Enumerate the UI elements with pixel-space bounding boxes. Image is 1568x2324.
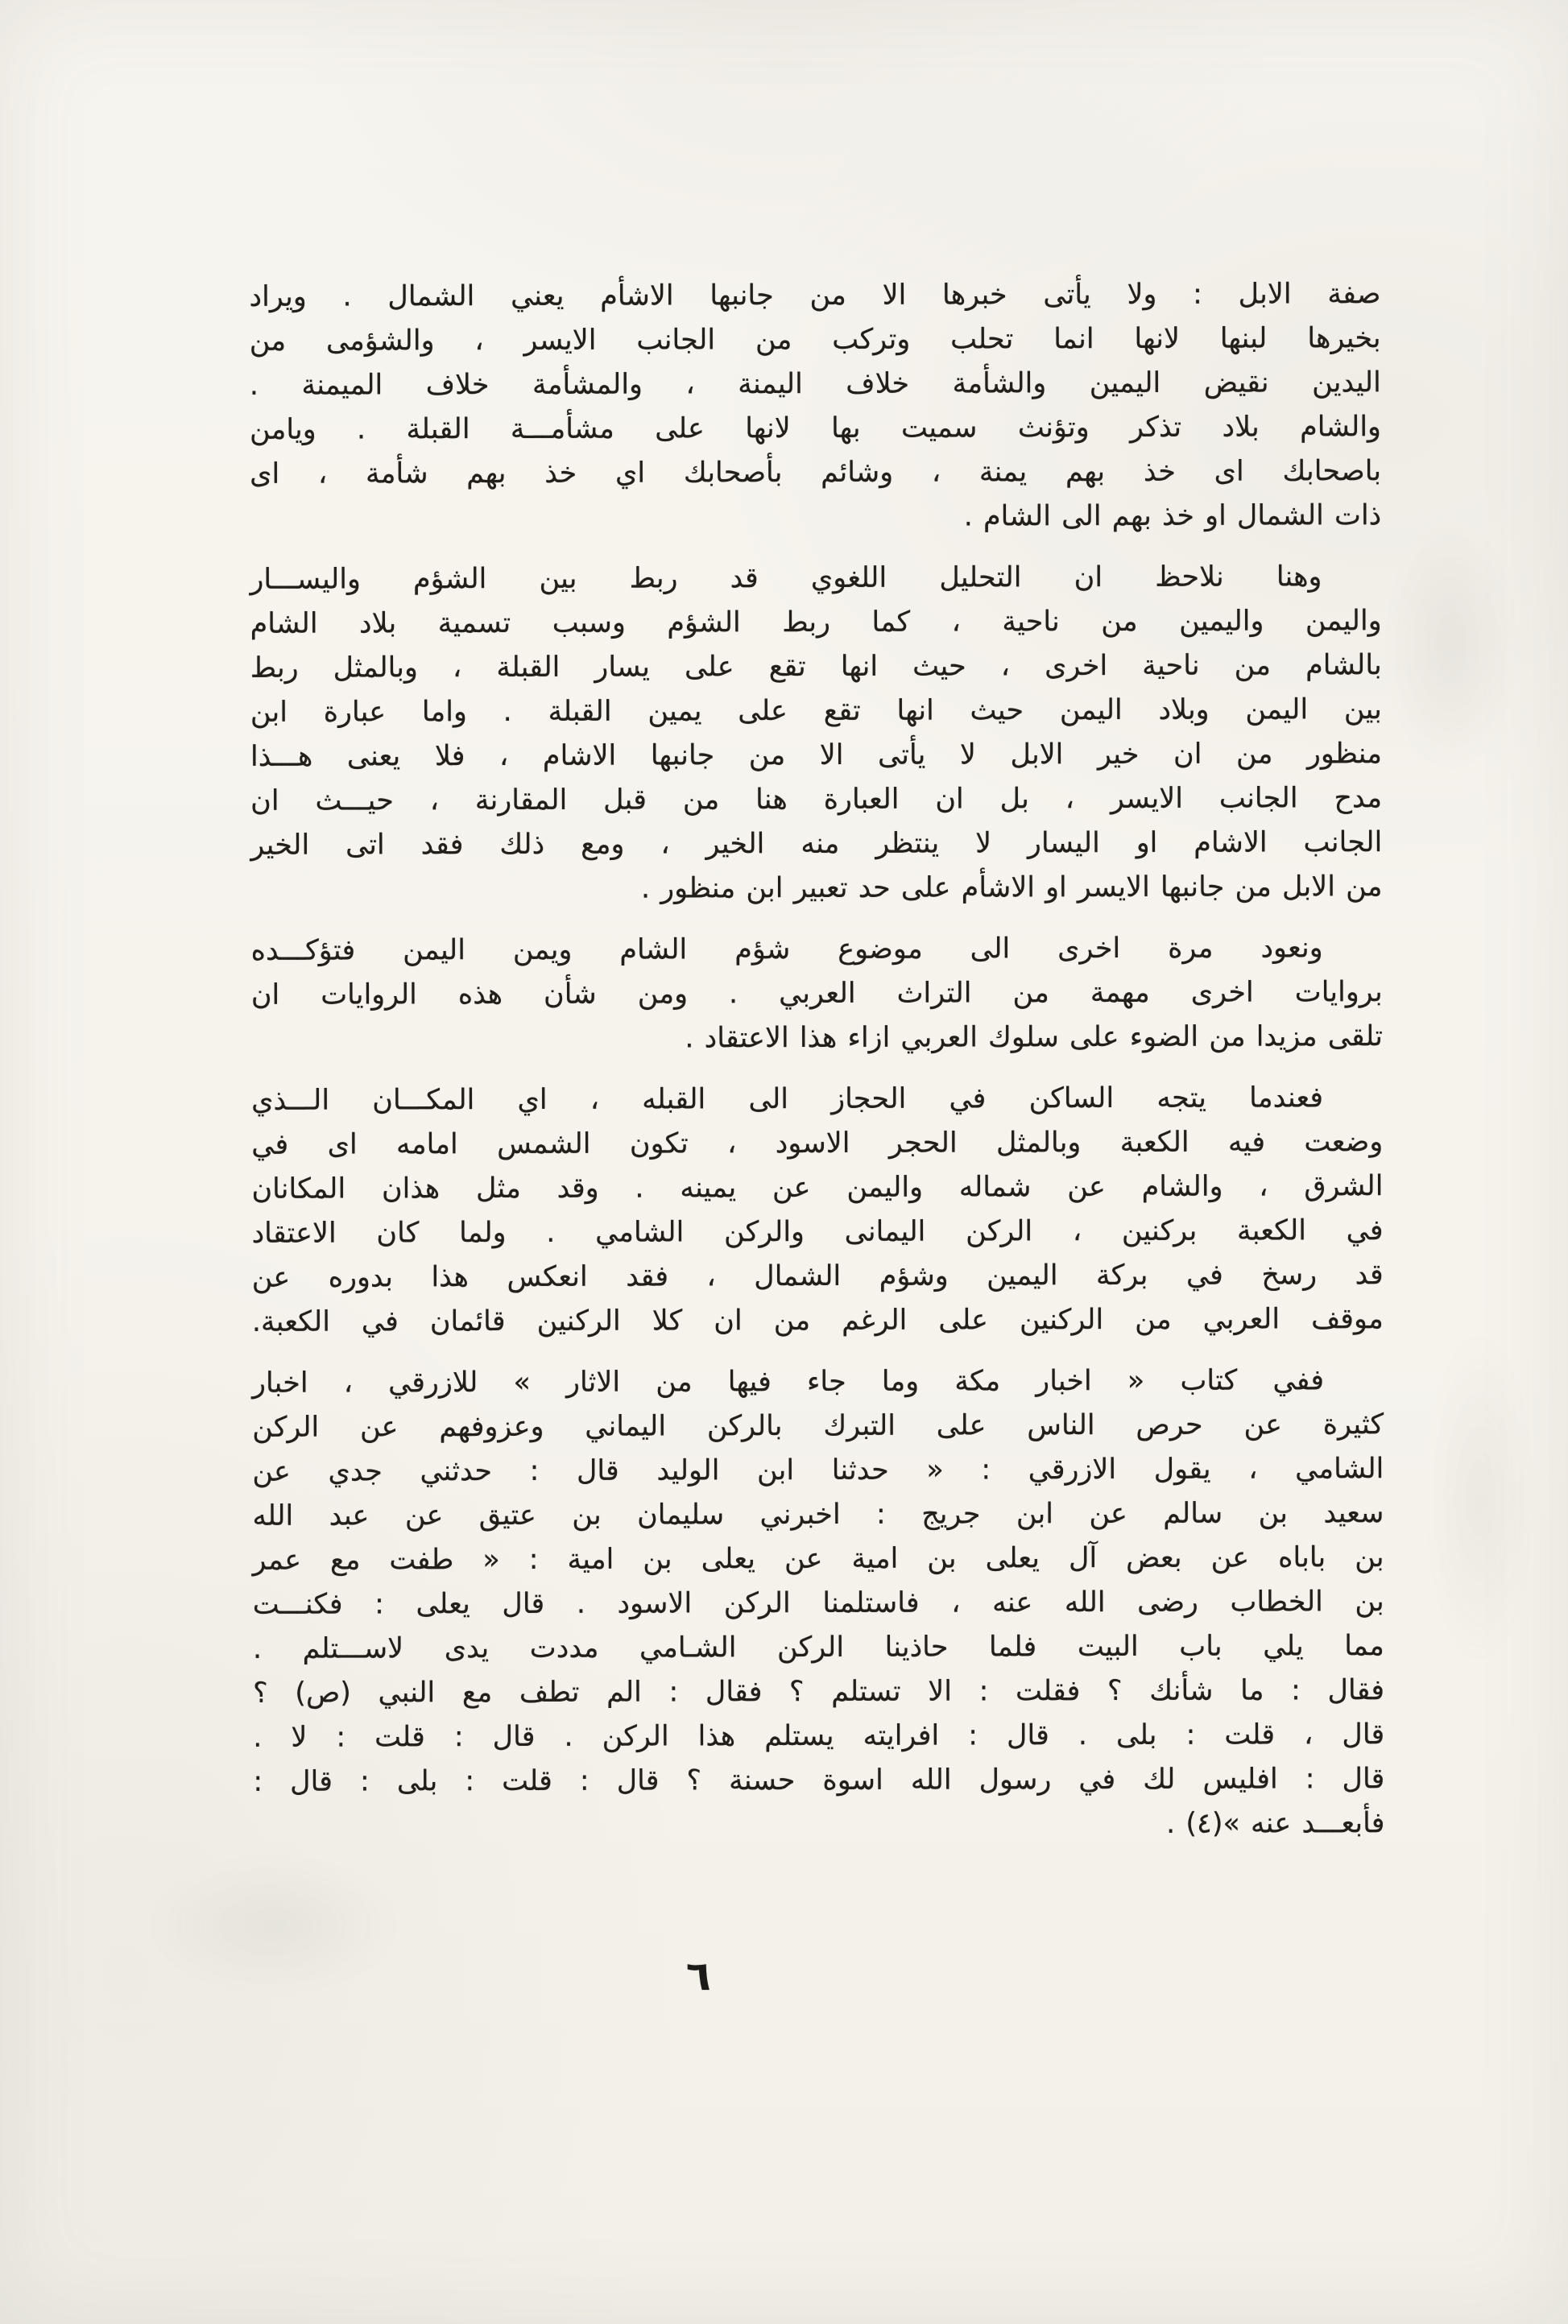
text-line: فعندما يتجه الساكن في الحجاز الى القبله ، اي المكـــان الـــذي (251, 1081, 1324, 1117)
text-line: ذات الشمال او خذ بهم الى الشام . (963, 499, 1382, 533)
text-line: فقال : ما شأنك ؟ فقلت : الا تستلم ؟ فقال : الم تطف مع النبي (ص) ؟ (253, 1674, 1385, 1710)
text-line: باصحابك اى خذ بهم يمنة ، وشائم بأصحابك اي خذ بهم شأمة ، اى (250, 455, 1382, 490)
text-line: وهنا نلاحظ ان التحليل اللغوي قد ربط بين الشؤم واليســـار (250, 560, 1322, 596)
text-line: ونعود مرة اخرى الى موضوع شؤم الشام ويمن اليمن فتؤكـــده (250, 932, 1323, 967)
text-line: قال : افليس لك في رسول الله اسوة حسنة ؟ قال : قلت : بلى : قال : (253, 1763, 1385, 1798)
text-line: الشامي ، يقول الازرقي : « حدثنا ابن الوليد قال : حدثني جدي عن (252, 1453, 1384, 1488)
text-line: موقف العربي من الركنين على الرغم من ان كلا الركنين قائمان في الكعبة. (251, 1303, 1384, 1338)
text-line: الجانب الاشام او اليسار لا ينتظر منه الخير ، ومع ذلك فقد اتى الخير (250, 826, 1383, 862)
text-line: بن الخطاب رضى الله عنه ، فاستلمنا الركن الاسود . قال يعلى : فكنـــت (252, 1586, 1384, 1621)
text-line: في الكعبة بركنين ، الركن اليمانى والركن الشامي . ولما كان الاعتقاد (251, 1214, 1384, 1250)
text-line: صفة الابل : ولا يأتى خبرها الا من جانبها الاشأم يعني الشمال . ويراد (249, 278, 1381, 313)
body-text (249, 272, 1384, 1849)
text-line: وضعت فيه الكعبة وبالمثل الحجر الاسود ، تكون الشمس امامه اى في (251, 1126, 1384, 1161)
text-line: فأبعـــد عنه »(٤) . (1166, 1807, 1385, 1840)
text-line: بين اليمن وبلاد اليمن حيث انها تقع على يمين القبلة . واما عبارة ابن (250, 693, 1382, 729)
text-line: مدح الجانب الايسر ، بل ان العبارة هنا من قبل المقارنة ، حيـــث ان (250, 782, 1383, 817)
text-line: ففي كتاب « اخبار مكة وما جاء فيها من الاثار » للازرقي ، اخبار (251, 1364, 1325, 1400)
text-line: بروايات اخرى مهمة من التراث العربي . ومن شأن هذه الروايات ان (250, 976, 1383, 1011)
text-line: والشام بلاد تذكر وتؤنث سميت بها لانها على مشأمـــة القبلة . ويامن (249, 411, 1381, 446)
bleed-through-artifact (145, 1852, 403, 1997)
text-line: كثيرة عن حرص الناس على التبرك بالركن اليماني وعزوفهم عن الركن (252, 1408, 1384, 1444)
text-line: بالشام من ناحية اخرى ، حيث انها تقع على يسار القبلة ، وبالمثل ربط (250, 649, 1382, 684)
text-line: الشرق ، والشام عن شماله واليمن عن يمينه . وقد مثل هذان المكانان (251, 1170, 1384, 1205)
text-line: منظور من ان خير الابل لا يأتى الا من جانبها الاشام ، فلا يعنى هـــذا (250, 738, 1383, 773)
paragraph-2 (250, 555, 1382, 912)
text-line: سعيد بن سالم عن ابن جريج : اخبرني سليمان بن عتيق عن عبد الله (252, 1497, 1384, 1532)
text-line: بخيرها لبنها لانها انما تحلب وتركب من الجانب الايسر ، والشؤمى من (249, 322, 1381, 358)
text-line: قد رسخ في بركة اليمين وشؤم الشمال ، فقد انعكس هذا بدوره عن (251, 1259, 1384, 1294)
text-line: اليدين نقيض اليمين والشأمة خلاف اليمنة ، والمشأمة خلاف الميمنة . (249, 366, 1381, 402)
text-line: بن باباه عن بعض آل يعلى بن امية عن يعلى بن امية : « طفت مع عمر (252, 1541, 1384, 1577)
text-line: قال ، قلت : بلى . قال : افرايته يستلم هذا الركن . قال : قلت : لا . (253, 1718, 1385, 1754)
text-line: تلقى مزيدا من الضوء على سلوك العربي ازاء هذا الاعتقاد . (685, 1020, 1383, 1055)
text-line: من الابل من جانبها الايسر او الاشأم على حد تعبير ابن منظور . (640, 870, 1383, 905)
text-line: واليمن واليمين من ناحية ، كما ربط الشؤم وسبب تسمية بلاد الشام (250, 605, 1382, 640)
paragraph-5 (252, 1358, 1385, 1849)
paragraph-3 (251, 926, 1383, 1062)
paragraph-1 (249, 272, 1381, 541)
text-line: مما يلي باب البيت فلما حاذينا الركن الشـامي مددت يدى لاســـتلم . (252, 1630, 1384, 1665)
page-number: ٦ (686, 1953, 711, 1999)
bleed-through-artifact (1423, 1329, 1536, 1667)
bleed-through-artifact (1383, 515, 1520, 773)
paragraph-4 (251, 1076, 1384, 1345)
